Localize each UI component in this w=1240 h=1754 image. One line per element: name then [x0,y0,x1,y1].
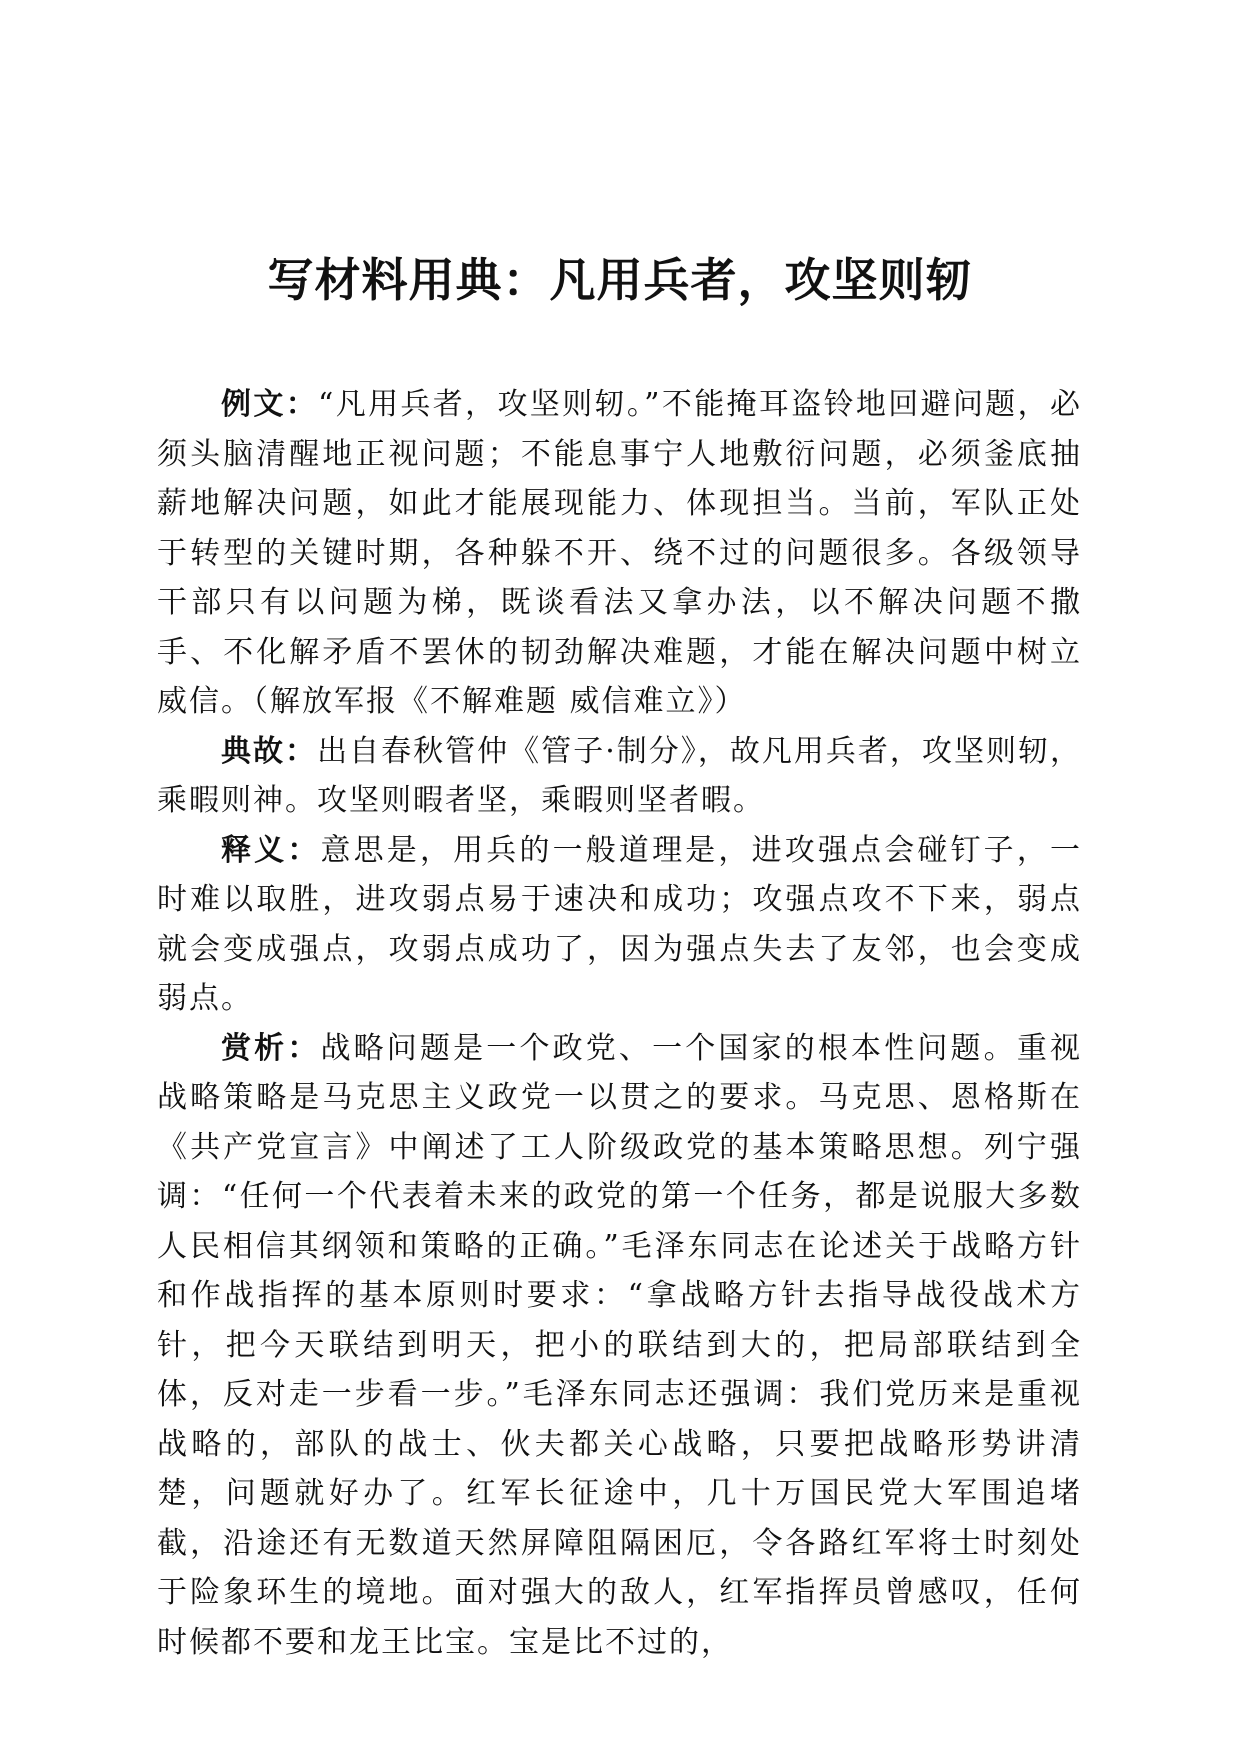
document-body [157,380,1082,1667]
paragraph-label: 释义： [221,832,321,868]
paragraph-appreciation [157,1024,1082,1668]
paragraph-label: 例文： [221,387,319,422]
paragraph-label: 典故： [221,733,318,769]
paragraph-text: 意思是，用兵的一般道理是，进攻强点会碰钉子，一时难以取胜，进攻弱点易于速决和成功；攻强点攻不下来，弱点就会变成强点，攻弱点成功了，因为强点失去了友邻，也会变成弱点。 [157,832,1083,1016]
paragraph-interpretation [157,826,1082,1024]
page-title: 写材料用典：凡用兵者，攻坚则轫 [267,253,973,307]
paragraph-allusion [157,727,1082,826]
paragraph-example [157,380,1082,727]
paragraph-text: 出自春秋管仲《管子·制分》，故凡用兵者，攻坚则轫，乘暇则神。攻坚则暇者坚，乘暇则坚者暇。 [157,733,1083,818]
paragraph-text: 战略问题是一个政党、一个国家的根本性问题。重视战略策略是马克思主义政党一以贯之的要求。马克思、恩格斯在《共产党宣言》中阐述了工人阶级政党的基本策略思想。列宁强调：“任何一个代表着未来的政党的第一个任务，都是说服大多数人民相信其纲领和策略的正确。”毛泽东同志在论述关于战略方针和作战指挥的基本原则时要求：“拿战略方针去指导战役战术方针，把今天联结到明天，把小的联结到大的，把局部联结到全体，反对走一步看一步。”毛泽东同志还强调：我们党历来是重视战略的，部队的战士、伙夫都关心战略，只要把战略形势讲清楚，问题就好办了。红军长征途中，几十万国民党大军围追堵截，沿途还有无数道天然屏障阻隔困厄，令各路红军将士时刻处于险象环生的境地。面对强大的敌人，红军指挥员曾感叹，任何时候都不要和龙王比宝。宝是比不过的， [157,1030,1083,1660]
paragraph-text: “凡用兵者，攻坚则轫。”不能掩耳盗铃地回避问题，必须头脑清醒地正视问题；不能息事宁人地敷衍问题，必须釜底抽薪地解决问题，如此才能展现能力、体现担当。当前，军队正处于转型的关键时期，各种躲不开、绕不过的问题很多。各级领导干部只有以问题为梯，既谈看法又拿办法，以不解决问题不撒手、不化解矛盾不罢休的韧劲解决难题，才能在解决问题中树立威信。（解放军报《不解难题 威信难立》） [157,387,1082,719]
paragraph-label: 赏析： [221,1030,321,1066]
